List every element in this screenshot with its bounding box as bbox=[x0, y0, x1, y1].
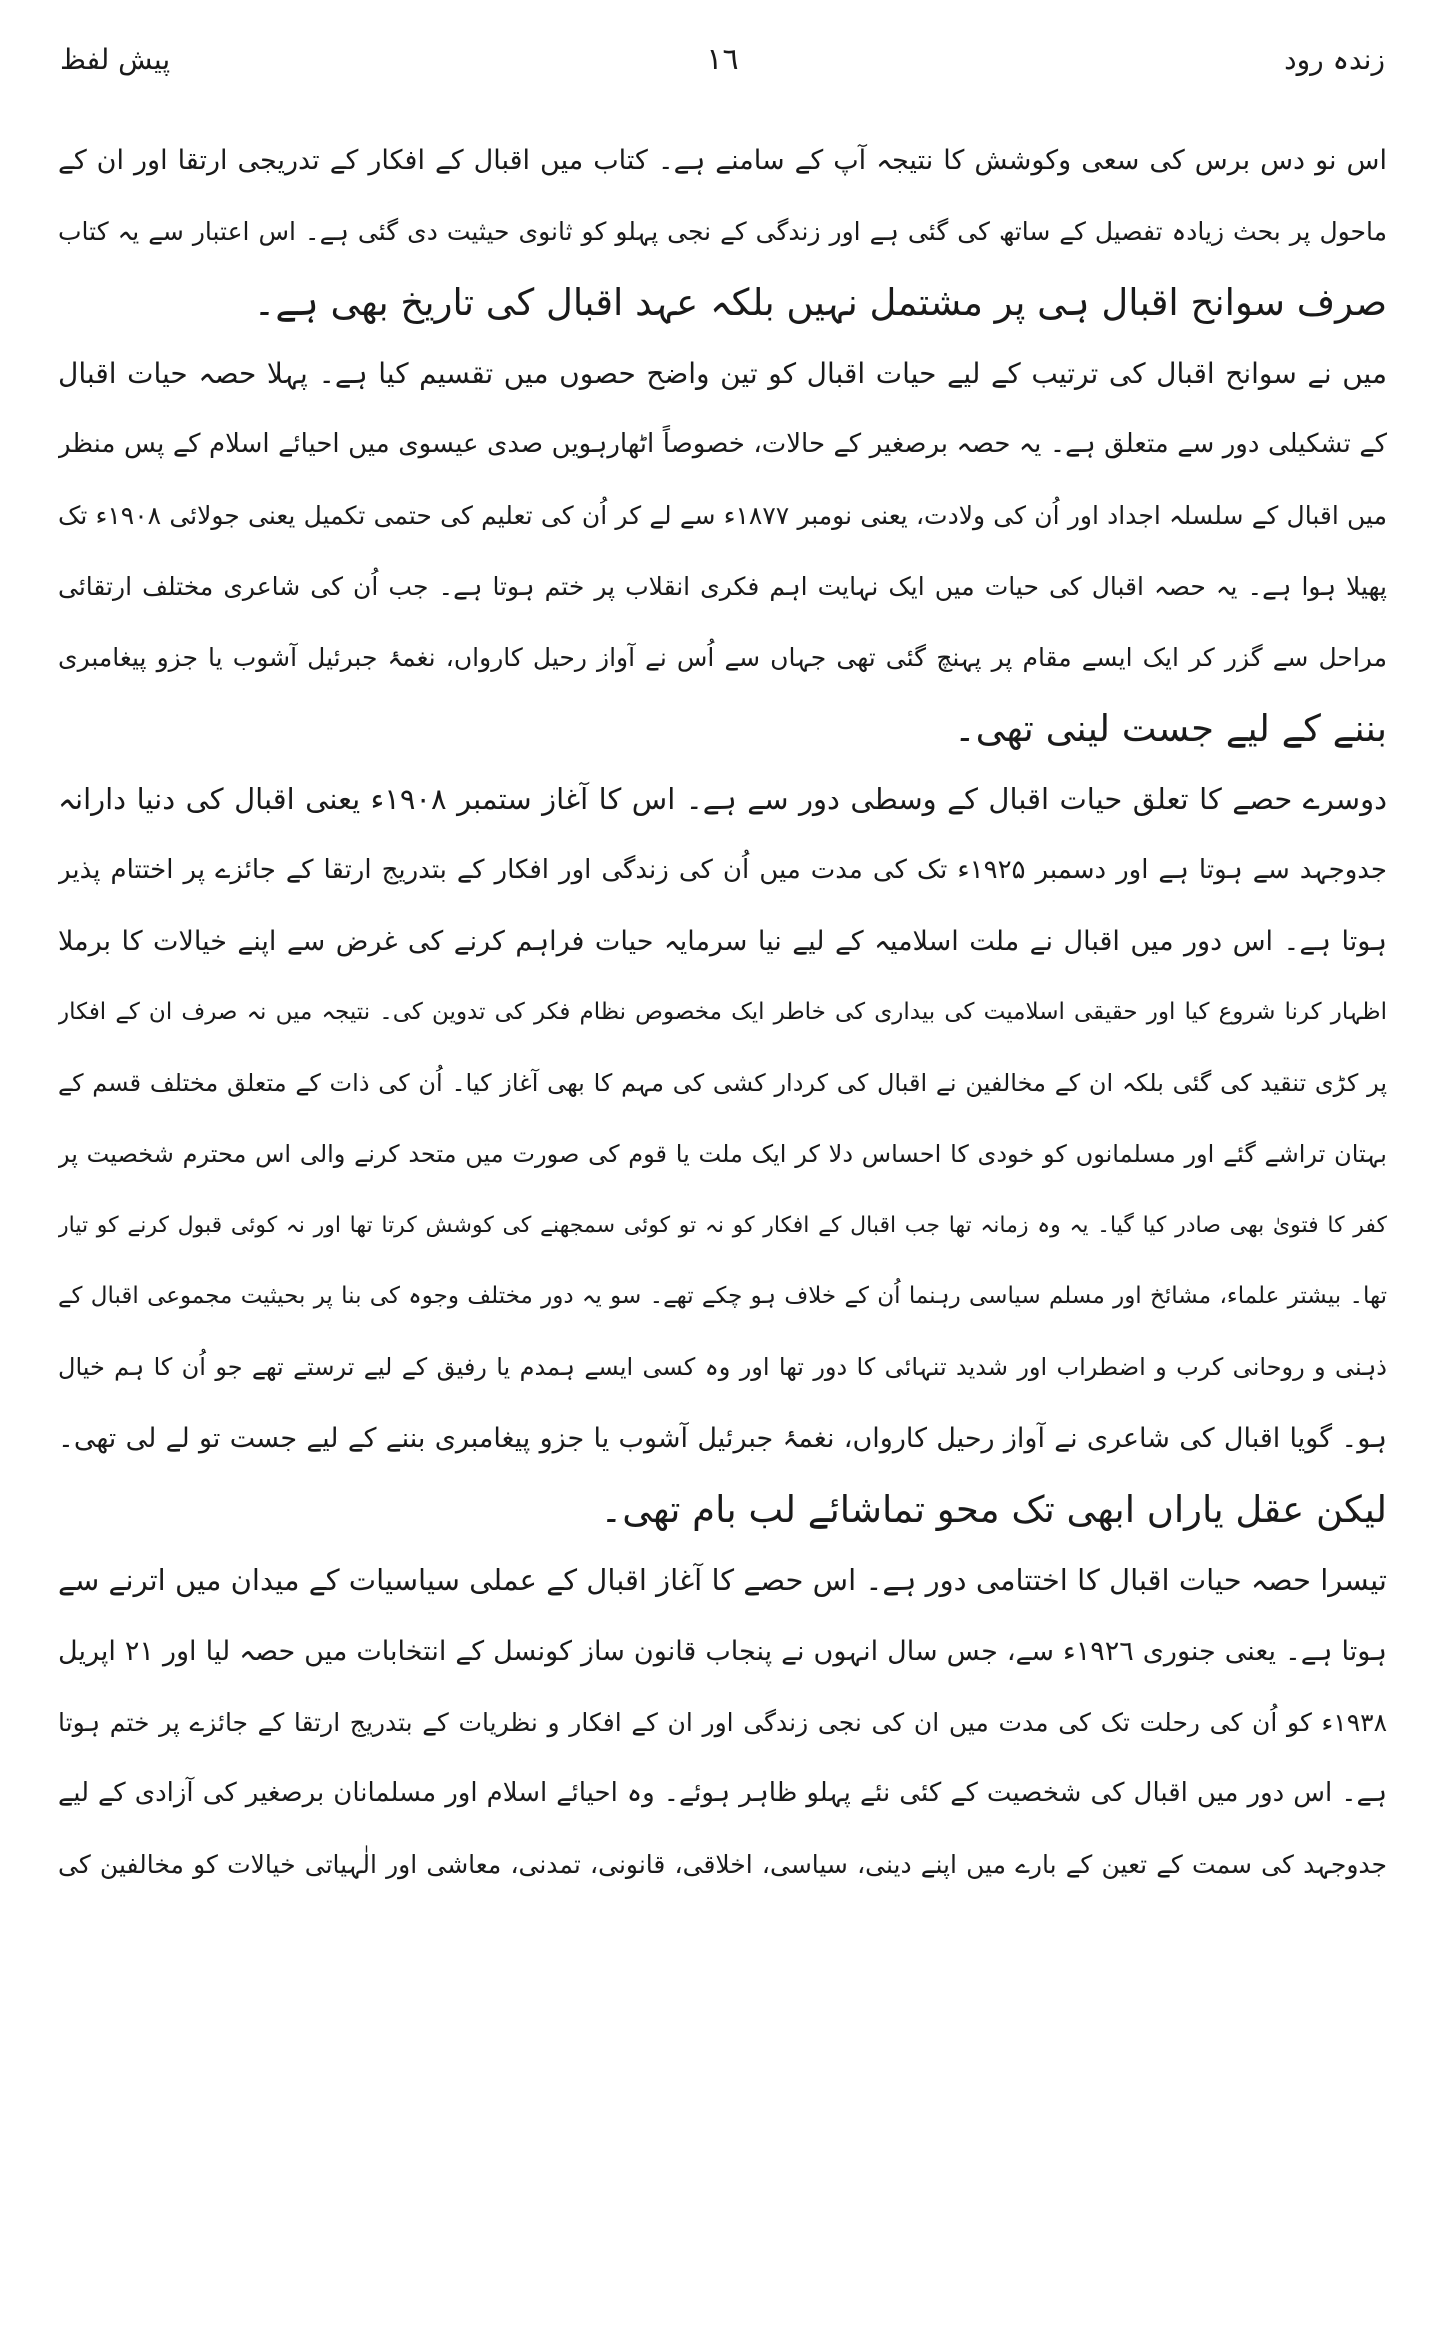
text-line: بننے کے لیے جست لینی تھی۔ bbox=[953, 707, 1387, 750]
text-line: لیکن عقل یاراں ابھی تک محو تماشائے لب بام تھی۔ bbox=[600, 1488, 1387, 1531]
text-line: بہتان تراشے گئے اور مسلمانوں کو خودی کا احساس دلا کر ایک ملت یا قوم کی صورت میں متحد کرنے والی اس محترم شخصیت پر bbox=[58, 1140, 1387, 1168]
text-line: دوسرے حصے کا تعلق حیات اقبال کے وسطی دور سے ہے۔ اس کا آغاز ستمبر ۱۹۰۸ء یعنی اقبال کی دنیا دارانہ bbox=[58, 782, 1387, 816]
text-line: کفر کا فتویٰ بھی صادر کیا گیا۔ یہ وہ زمانہ تھا جب اقبال کے افکار کو نہ تو کوئی سمجھنے کی کوشش کرتا تھا اور نہ کوئی قبول کرنے کو تیار bbox=[58, 1213, 1387, 1238]
text-line: جدوجہد کی سمت کے تعین کے بارے میں اپنے دینی، سیاسی، اخلاقی، قانونی، تمدنی، معاشی اور الٰہیاتی خیالات کو مخالفین کی bbox=[58, 1850, 1387, 1879]
text-line: ہوتا ہے۔ یعنی جنوری ۱۹۲٦ء سے، جس سال انہوں نے پنجاب قانون ساز کونسل کے انتخابات میں حصہ لیا اور ۲۱ اپریل bbox=[58, 1636, 1387, 1667]
text-line: پر کڑی تنقید کی گئی بلکہ ان کے مخالفین نے اقبال کی کردار کشی کی مہم کا بھی آغاز کیا۔ اُن کی ذات کے متعلق مختلف قسم کے bbox=[58, 1069, 1387, 1097]
text-line: ہو۔ گویا اقبال کی شاعری نے آواز رحیل کارواں، نغمۂ جبرئیل آشوب یا جزو پیغامبری بننے کے لیے جست تو لے لی تھی۔ bbox=[58, 1423, 1387, 1454]
text-line: ہے۔ اس دور میں اقبال کی شخصیت کے کئی نئے پہلو ظاہر ہوئے۔ وہ احیائے اسلام اور مسلمانان برصغیر کی آزادی کے لیے bbox=[58, 1778, 1387, 1808]
text-line: ذہنی و روحانی کرب و اضطراب اور شدید تنہائی کا دور تھا اور وہ کسی ایسے ہمدم یا رفیق کے لیے ترستے تھے جو اُن کا ہم خیال bbox=[58, 1353, 1387, 1381]
text-line: ماحول پر بحث زیادہ تفصیل کے ساتھ کی گئی ہے اور زندگی کے نجی پہلو کو ثانوی حیثیت دی گئی ہے۔ اس اعتبار سے یہ کتاب bbox=[58, 217, 1387, 246]
text-line: تھا۔ بیشتر علماء، مشائخ اور مسلم سیاسی رہنما اُن کے خلاف ہو چکے تھے۔ سو یہ دور مختلف وجوہ کی بنا پر بحیثیت مجموعی اقبال کے bbox=[58, 1283, 1387, 1309]
running-header bbox=[60, 30, 1385, 90]
page-number: ۱٦ bbox=[706, 42, 739, 77]
book-title-header: زندہ رود bbox=[1284, 43, 1385, 76]
text-line: میں نے سوانح اقبال کی ترتیب کے لیے حیات اقبال کو تین واضح حصوں میں تقسیم کیا ہے۔ پہلا حصہ حیات اقبال bbox=[58, 357, 1387, 390]
text-line: صرف سوانح اقبال ہی پر مشتمل نہیں بلکہ عہد اقبال کی تاریخ بھی ہے۔ bbox=[253, 281, 1387, 324]
text-line: میں اقبال کے سلسلہ اجداد اور اُن کی ولادت، یعنی نومبر ۱۸۷۷ء سے لے کر اُن کی تعلیم کی حتمی تکمیل یعنی جولائی ۱۹۰۸ء تک bbox=[58, 501, 1387, 530]
text-line: تیسرا حصہ حیات اقبال کا اختتامی دور ہے۔ اس حصے کا آغاز اقبال کے عملی سیاسیات کے میدان میں اترنے سے bbox=[58, 1563, 1387, 1597]
text-line: اظہار کرنا شروع کیا اور حقیقی اسلامیت کی بیداری کی خاطر ایک مخصوص نظام فکر کی تدوین کی۔ نتیجہ میں نہ صرف ان کے افکار bbox=[58, 999, 1387, 1025]
text-line: پھیلا ہوا ہے۔ یہ حصہ اقبال کی حیات میں ایک نہایت اہم فکری انقلاب پر ختم ہوتا ہے۔ جب اُن کی شاعری مختلف ارتقائی bbox=[58, 572, 1387, 601]
text-line: جدوجہد سے ہوتا ہے اور دسمبر ۱۹۲۵ء تک کی مدت میں اُن کی زندگی اور افکار کے بتدریج ارتقا کے جائزے پر اختتام پذیر bbox=[58, 855, 1387, 885]
body-text bbox=[58, 125, 1387, 1900]
text-line: ہوتا ہے۔ اس دور میں اقبال نے ملت اسلامیہ کے لیے نیا سرمایہ حیات فراہم کرنے کی غرض سے اپنے خیالات کا برملا bbox=[58, 926, 1387, 957]
text-line: کے تشکیلی دور سے متعلق ہے۔ یہ حصہ برصغیر کے حالات، خصوصاً اٹھارہویں صدی عیسوی میں احیائے اسلام کے پس منظر bbox=[58, 429, 1387, 459]
chapter-title-header: پیش لفظ bbox=[60, 43, 171, 76]
text-line: اس نو دس برس کی سعی وکوشش کا نتیجہ آپ کے سامنے ہے۔ کتاب میں اقبال کے افکار کے تدریجی ارتقا اور ان کے bbox=[58, 145, 1387, 176]
text-line: مراحل سے گزر کر ایک ایسے مقام پر پہنچ گئی تھی جہاں سے اُس نے آواز رحیل کارواں، نغمۂ جبرئیل آشوب یا جزو پیغامبری bbox=[58, 643, 1387, 672]
text-line: ۱۹۳۸ء کو اُن کی رحلت تک کی مدت میں ان کی نجی زندگی اور ان کے افکار و نظریات کے بتدریج ارتقا کے جائزے پر ختم ہوتا bbox=[58, 1708, 1387, 1737]
